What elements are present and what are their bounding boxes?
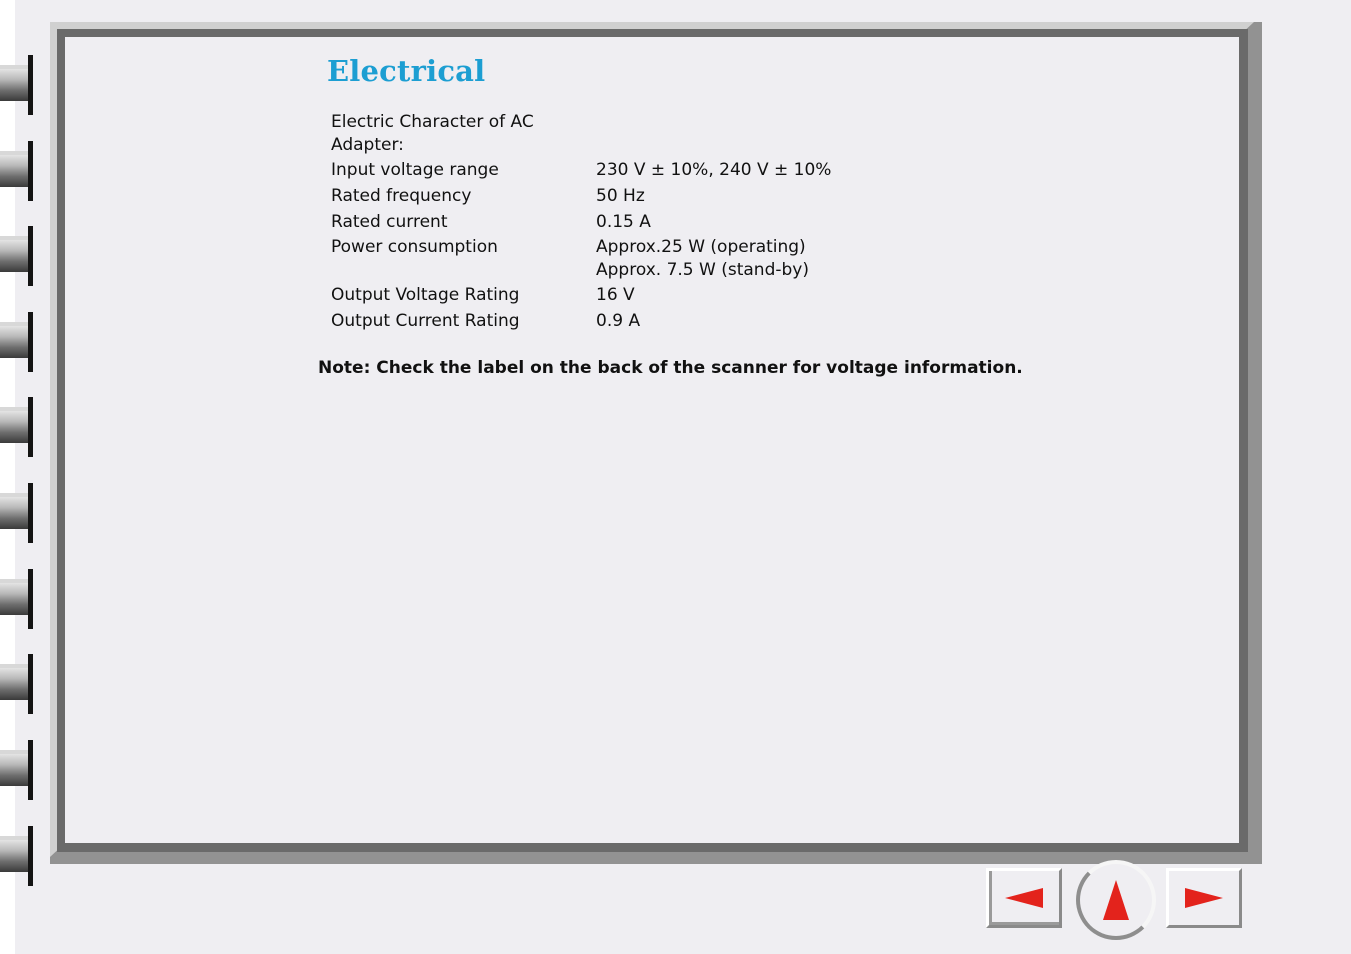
spec-label: Rated current [331, 212, 448, 232]
spec-label: Output Voltage Rating [331, 285, 520, 305]
spec-value: 16 V [596, 285, 635, 305]
binder-ring [0, 569, 34, 629]
binder-ring [0, 312, 34, 372]
previous-page-button[interactable] [986, 868, 1062, 928]
spec-label: Output Current Rating [331, 311, 520, 331]
binder-ring [0, 141, 34, 201]
spec-value: Approx.25 W (operating) [596, 237, 806, 257]
spec-label: Electric Character of AC [331, 112, 534, 132]
left-arrow-icon [1005, 888, 1043, 908]
spec-value: 0.15 A [596, 212, 651, 232]
spec-value: 230 V ± 10%, 240 V ± 10% [596, 160, 832, 180]
top-page-button[interactable] [1076, 860, 1156, 940]
spec-value: 50 Hz [596, 186, 645, 206]
spec-value: Approx. 7.5 W (stand-by) [596, 260, 809, 280]
spec-label: Power consumption [331, 237, 498, 257]
spec-label: Adapter: [331, 135, 404, 155]
binder-ring [0, 483, 34, 543]
binder-ring [0, 740, 34, 800]
spec-label: Rated frequency [331, 186, 472, 206]
binder-ring [0, 826, 34, 886]
page-content [65, 37, 1239, 843]
next-page-button[interactable] [1166, 868, 1242, 928]
up-arrow-icon [1103, 880, 1129, 920]
binder-ring [0, 654, 34, 714]
spec-label: Input voltage range [331, 160, 499, 180]
binder-ring [0, 55, 34, 115]
binder-ring [0, 226, 34, 286]
spec-value: 0.9 A [596, 311, 641, 331]
binder-ring [0, 397, 34, 457]
right-arrow-icon [1185, 888, 1223, 908]
voltage-note: Note: Check the label on the back of the scanner for voltage information. [318, 358, 1023, 378]
page-title: Electrical [327, 54, 486, 88]
